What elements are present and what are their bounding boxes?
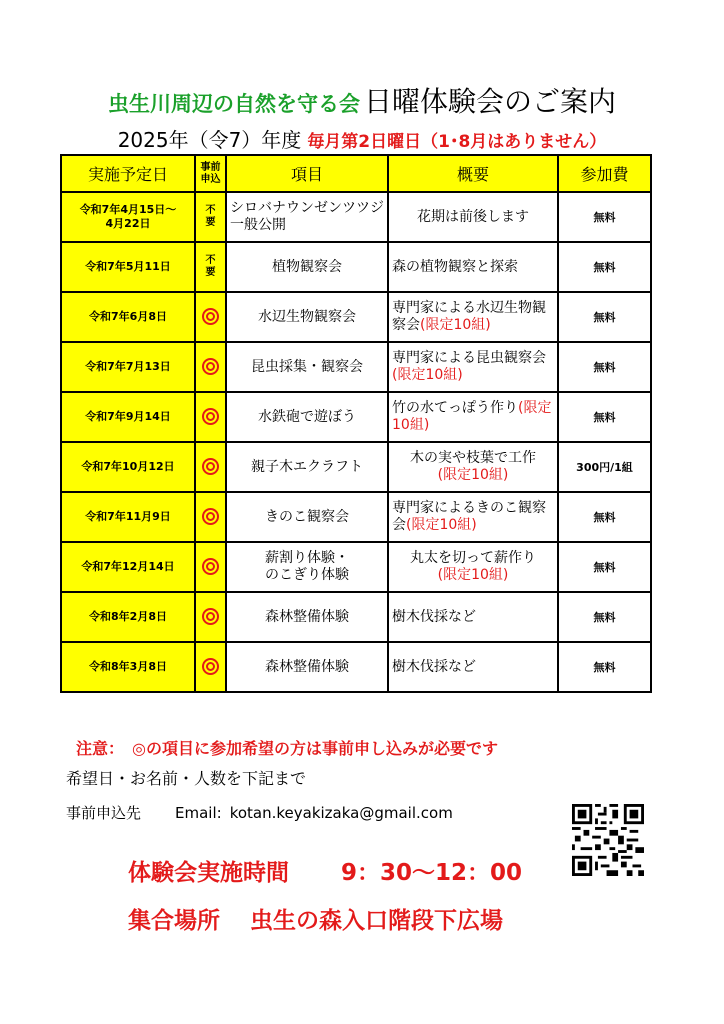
row-fee: 無料 (558, 492, 651, 542)
row-fee: 無料 (558, 242, 651, 292)
row-date: 令和7年12月14日 (61, 542, 195, 592)
table-row (61, 242, 651, 292)
row-apply (195, 342, 226, 392)
monthly-schedule: 毎月第2日曜日（1･8月はありません） (307, 132, 607, 152)
double-circle-icon (202, 658, 219, 675)
row-apply (195, 642, 226, 692)
row-fee: 無料 (558, 542, 651, 592)
row-overview: 専門家によるきのこ観察会(限定10組) (388, 492, 558, 542)
row-item: 水鉄砲で遊ぼう (226, 392, 388, 442)
header-overview: 概要 (388, 155, 558, 192)
row-apply (195, 442, 226, 492)
table-header-row (61, 155, 651, 192)
event-title: 日曜体験会のご案内 (363, 85, 616, 118)
fiscal-year: 2025年（令7）年度 (117, 128, 302, 152)
table-row (61, 192, 651, 242)
row-apply (195, 542, 226, 592)
row-date: 令和7年7月13日 (61, 342, 195, 392)
double-circle-icon (202, 458, 219, 475)
header-fee: 参加費 (558, 155, 651, 192)
row-overview: 専門家による水辺生物観察会(限定10組) (388, 292, 558, 342)
row-item: 水辺生物観察会 (226, 292, 388, 342)
meeting-place (128, 902, 503, 935)
qr-code-icon[interactable] (572, 804, 644, 876)
row-date: 令和7年9月14日 (61, 392, 195, 442)
row-overview: 花期は前後します (388, 192, 558, 242)
email-address[interactable]: kotan.keyakizaka@gmail.com (229, 804, 453, 822)
row-fee: 無料 (558, 192, 651, 242)
row-fee: 無料 (558, 592, 651, 642)
row-apply: 不要 (195, 242, 226, 292)
row-item: きのこ観察会 (226, 492, 388, 542)
row-apply (195, 492, 226, 542)
table-row (61, 442, 651, 492)
double-circle-icon (202, 308, 219, 325)
row-item: シロバナウンゼンツツジ 一般公開 (226, 192, 388, 242)
row-apply (195, 292, 226, 342)
header-item: 項目 (226, 155, 388, 192)
row-apply (195, 392, 226, 442)
contact-label: 事前申込先 (66, 804, 142, 822)
row-date: 令和7年10月12日 (61, 442, 195, 492)
table-row (61, 342, 651, 392)
row-overview: 樹木伐採など (388, 592, 558, 642)
event-time (128, 854, 522, 887)
row-date: 令和7年6月8日 (61, 292, 195, 342)
row-fee: 無料 (558, 342, 651, 392)
row-overview: 木の実や枝葉で工作 (限定10組) (388, 442, 558, 492)
row-overview: 樹木伐採など (388, 642, 558, 692)
row-overview: 森の植物観察と探索 (388, 242, 558, 292)
double-circle-icon (202, 608, 219, 625)
time-label: 体験会実施時間 (128, 860, 289, 886)
row-date: 令和7年5月11日 (61, 242, 195, 292)
table-row (61, 492, 651, 542)
row-overview: 丸太を切って薪作り (限定10組) (388, 542, 558, 592)
row-date: 令和8年2月8日 (61, 592, 195, 642)
row-item: 親子木エクラフト (226, 442, 388, 492)
organization-name: 虫生川周辺の自然を守る会 (107, 92, 360, 116)
application-note: 注意： ◎の項目に参加希望の方は事前申し込みが必要です (76, 739, 498, 758)
row-item: 森林整備体験 (226, 592, 388, 642)
double-circle-icon (202, 358, 219, 375)
row-date: 令和7年11月9日 (61, 492, 195, 542)
page-title (0, 80, 724, 120)
request-info: 希望日・お名前・人数を下記まで (66, 769, 307, 788)
table-row (61, 392, 651, 442)
double-circle-icon (202, 508, 219, 525)
place-label: 集合場所 (128, 908, 220, 934)
row-fee: 無料 (558, 642, 651, 692)
email-label: Email: (175, 804, 222, 822)
double-circle-icon (202, 558, 219, 575)
row-fee: 300円/1組 (558, 442, 651, 492)
table-row (61, 542, 651, 592)
header-apply: 事前 申込 (195, 155, 226, 192)
row-apply (195, 592, 226, 642)
subtitle (0, 124, 724, 153)
row-date: 令和7年4月15日～ 4月22日 (61, 192, 195, 242)
row-fee: 無料 (558, 292, 651, 342)
table-row (61, 292, 651, 342)
table-row (61, 642, 651, 692)
row-item: 昆虫採集・観察会 (226, 342, 388, 392)
contact-line (66, 802, 453, 823)
row-overview: 竹の水てっぽう作り(限定10組) (388, 392, 558, 442)
double-circle-icon (202, 408, 219, 425)
schedule-table (60, 154, 652, 693)
header-date: 実施予定日 (61, 155, 195, 192)
row-item: 植物観察会 (226, 242, 388, 292)
row-item: 森林整備体験 (226, 642, 388, 692)
place-value: 虫生の森入口階段下広場 (250, 908, 503, 934)
time-value: 9：30～12：00 (341, 860, 523, 886)
row-item: 薪割り体験・ のこぎり体験 (226, 542, 388, 592)
row-apply: 不要 (195, 192, 226, 242)
row-date: 令和8年3月8日 (61, 642, 195, 692)
table-row (61, 592, 651, 642)
row-overview: 専門家による昆虫観察会(限定10組) (388, 342, 558, 392)
row-fee: 無料 (558, 392, 651, 442)
